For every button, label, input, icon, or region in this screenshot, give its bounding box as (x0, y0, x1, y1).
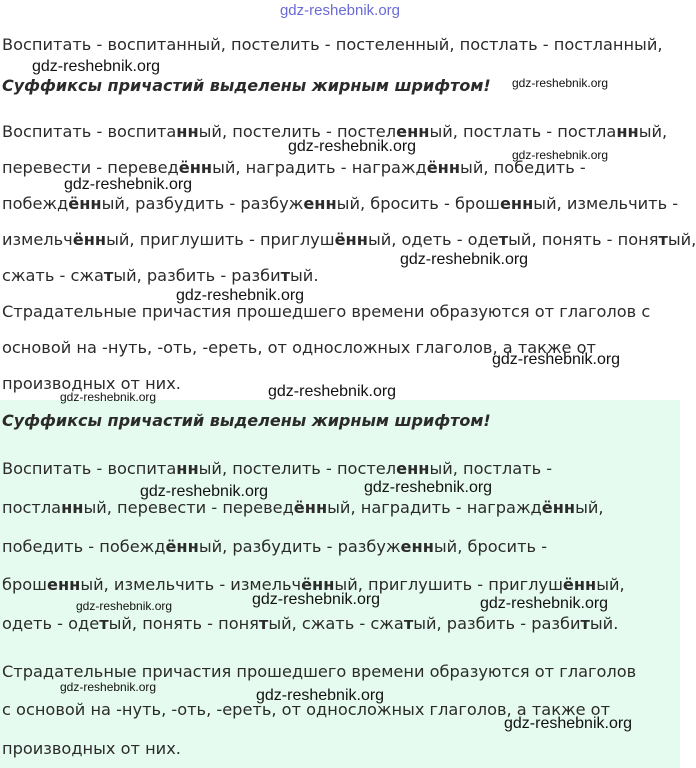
suffix-highlight: ённ (72, 230, 107, 249)
text-line (2, 739, 181, 758)
text-segment: побежд (2, 194, 69, 213)
text-segment: Суффиксы причастий выделены жирным шрифтом! (2, 76, 491, 95)
suffix-highlight: т (658, 230, 668, 249)
text-segment: Суффиксы причастий выделены жирным шрифтом! (2, 411, 491, 430)
text-segment: ый, (667, 230, 696, 249)
text-segment: ый, приглушить - приглуш (334, 575, 563, 594)
text-segment: Страдательные причастия прошедшего времени образуются от глаголов (2, 662, 637, 681)
text-segment: производных от них. (2, 374, 181, 393)
text-segment: измельч (2, 230, 73, 249)
text-segment: производных от них. (2, 739, 181, 758)
text-line (2, 158, 586, 177)
text-segment: ый, разбить - разби (113, 266, 281, 285)
suffix-highlight: нн (176, 459, 199, 478)
watermark: gdz-reshebnik.org (60, 680, 157, 694)
suffix-highlight: нн (616, 122, 639, 141)
suffix-highlight: т (280, 266, 291, 285)
text-segment: основой на -нуть, -оть, -ереть, от односложных глаголов, а также от (2, 338, 596, 357)
suffix-highlight: ённ (334, 230, 368, 249)
suffix-highlight: т (403, 614, 414, 633)
watermark: gdz-reshebnik.org (32, 58, 161, 75)
text-segment: брош (2, 575, 47, 594)
suffix-highlight: енн (46, 575, 81, 594)
text-segment: постла (2, 498, 62, 517)
text-segment: Страдательные причастия прошедшего времени образуются от глаголов с (2, 302, 651, 321)
text-line (2, 266, 318, 285)
watermark: gdz-reshebnik.org (140, 483, 269, 500)
note-line (2, 411, 491, 430)
text-segment: ый, перевести - перевед (83, 498, 294, 517)
watermark: gdz-reshebnik.org (512, 76, 609, 90)
text-segment: сжать - сжа (2, 266, 104, 285)
watermark: gdz-reshebnik.org (64, 176, 193, 193)
text-segment: ый, сжать - сжа (268, 614, 404, 633)
suffix-highlight: ённ (541, 498, 576, 517)
text-segment: ый, наградить - награжд (327, 498, 542, 517)
suffix-highlight: т (103, 266, 114, 285)
suffix-highlight: ённ (165, 537, 199, 556)
text-line (2, 498, 604, 517)
suffix-highlight: ённ (293, 498, 328, 517)
watermark: gdz-reshebnik.org (364, 479, 493, 496)
text-segment: ый, приглушить - приглуш (106, 230, 335, 249)
text-segment: ый, понять - поня (508, 230, 659, 249)
watermark: gdz-reshebnik.org (60, 390, 157, 404)
text-segment: ый, наградить - награжд (212, 158, 427, 177)
watermark: gdz-reshebnik.org (480, 595, 609, 612)
text-segment: ый, одеть - оде (367, 230, 499, 249)
text-segment: ый, понять - поня (108, 614, 259, 633)
text-line (2, 302, 650, 321)
text-line (2, 614, 618, 633)
text-segment: с основой на -нуть, -оть, -ереть, от односложных глаголов, а также от (2, 700, 611, 719)
text-segment: ый, победить - (460, 158, 586, 177)
suffix-highlight: енн (400, 537, 434, 556)
suffix-highlight: ённ (562, 575, 597, 594)
watermark: gdz-reshebnik.org (400, 251, 529, 268)
suffix-highlight: енн (303, 194, 337, 213)
text-segment: ый. (290, 266, 319, 285)
text-segment: ый, бросить - (433, 537, 548, 556)
text-line (2, 459, 552, 478)
text-line (2, 662, 636, 681)
suffix-highlight: т (258, 614, 269, 633)
text-line (2, 194, 678, 213)
text-line (2, 230, 696, 249)
text-segment: ый, бросить - брош (336, 194, 500, 213)
watermark: gdz-reshebnik.org (256, 687, 385, 704)
watermark: gdz-reshebnik.org (492, 351, 621, 368)
text-segment: Воспитать - воспитанный, постелить - постеленный, постлать - постланный, (2, 35, 663, 54)
watermark: gdz-reshebnik.org (76, 599, 173, 613)
suffix-highlight: нн (176, 122, 199, 141)
suffix-highlight: т (99, 614, 109, 633)
suffix-highlight: енн (396, 122, 430, 141)
suffix-highlight: ённ (301, 575, 335, 594)
text-segment: ый, измельчить - измельч (80, 575, 302, 594)
watermark: gdz-reshebnik.org (252, 591, 381, 608)
suffix-highlight: т (498, 230, 509, 249)
text-segment: одеть - оде (2, 614, 100, 633)
text-segment: победить - побежд (2, 537, 166, 556)
text-segment: ый, постлать - постла (429, 122, 617, 141)
site-title[interactable]: gdz-reshebnik.org (279, 2, 401, 19)
text-segment: ый, разбить - разби (413, 614, 581, 633)
text-segment: ый. (589, 614, 619, 633)
text-segment: ый, разбудить - разбуж (198, 537, 401, 556)
text-segment: ый, измельчить - (533, 194, 679, 213)
text-segment: ый, (575, 498, 604, 517)
suffix-highlight: нн (61, 498, 84, 517)
text-segment: ый, (596, 575, 625, 594)
suffix-highlight: енн (499, 194, 534, 213)
text-segment: Воспитать - воспита (2, 122, 177, 141)
text-segment: ый, постлать - (429, 459, 553, 478)
text-segment: ый, разбудить - разбуж (101, 194, 304, 213)
watermark: gdz-reshebnik.org (512, 148, 609, 162)
text-segment: ый, постелить - постел (198, 459, 397, 478)
watermark: gdz-reshebnik.org (504, 715, 633, 732)
text-segment: перевести - перевед (2, 158, 179, 177)
suffix-highlight: т (580, 614, 590, 633)
text-segment: ый, (638, 122, 668, 141)
watermark: gdz-reshebnik.org (288, 138, 417, 155)
watermark: gdz-reshebnik.org (176, 287, 305, 304)
suffix-highlight: енн (396, 459, 430, 478)
text-segment: Воспитать - воспита (2, 459, 177, 478)
text-segment: ый, постелить - постел (198, 122, 397, 141)
suffix-highlight: ённ (178, 158, 213, 177)
text-line (2, 537, 547, 556)
note-line (2, 76, 491, 95)
suffix-highlight: ённ (68, 194, 102, 213)
suffix-highlight: ённ (426, 158, 461, 177)
text-line (2, 35, 663, 54)
watermark: gdz-reshebnik.org (268, 383, 397, 400)
